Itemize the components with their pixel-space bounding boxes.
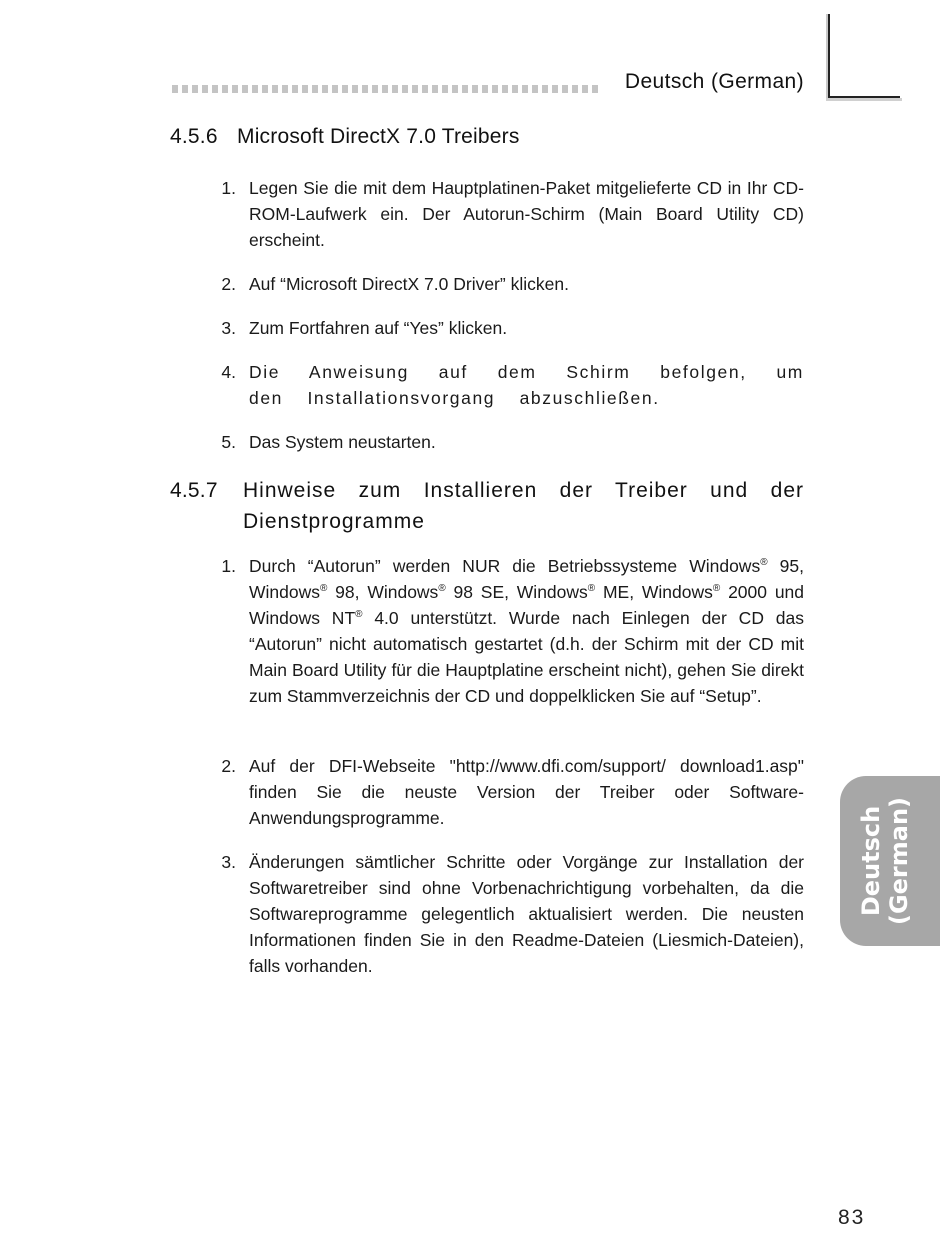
side-tab-line2: (German) bbox=[885, 796, 914, 926]
list-item bbox=[210, 359, 804, 411]
list-text: Die Anweisung auf dem Schirm befolgen, um den Installationsvorgang abzuschließen. bbox=[249, 362, 804, 408]
list-number: 1. bbox=[221, 556, 236, 576]
list-item bbox=[210, 849, 804, 979]
list-item bbox=[210, 271, 804, 297]
list-number: 1. bbox=[221, 178, 236, 198]
list-number: 2. bbox=[221, 274, 236, 294]
list-item bbox=[210, 553, 804, 709]
list-number: 2. bbox=[221, 756, 236, 776]
crop-mark-horizontal-shadow bbox=[826, 98, 902, 101]
list-text: Auf der DFI-Webseite "http://www.dfi.com/support/ download1.asp" finden Sie die neuste Version der Treiber oder Software-Anwendungsprogramme. bbox=[249, 756, 804, 828]
section-title: Microsoft DirectX 7.0 Treibers bbox=[237, 125, 520, 148]
section-heading-4-5-7 bbox=[170, 475, 804, 537]
registered-mark: ® bbox=[320, 583, 328, 594]
list-text: Das System neustarten. bbox=[249, 432, 436, 452]
list-text bbox=[249, 553, 804, 709]
registered-mark: ® bbox=[587, 583, 596, 594]
list-item bbox=[210, 753, 804, 831]
list-item bbox=[210, 315, 804, 341]
text-run: ME, Windows bbox=[595, 582, 713, 602]
text-run: 4.0 unterstützt. Wurde nach Einlegen der CD das “Autorun” nicht automatisch gestartet (d.h. der Schirm mit der CD mit Main Board Utility für die Hauptplatine erscheint nicht), gehen Sie direkt zum Stammverzeichnis der CD und doppelklicken Sie auf “Setup”. bbox=[249, 608, 804, 706]
list-text: Änderungen sämtlicher Schritte oder Vorgänge zur Installation der Softwaretreiber sind ohne Vorbenachrichtigung vorbehalten, da die Softwareprogramme gelegentlich aktualisiert werden. Die neusten Informationen finden Sie in den Readme-Dateien (Liesmich-Dateien), falls vorhanden. bbox=[249, 852, 804, 976]
list-text: Auf “Microsoft DirectX 7.0 Driver” klicken. bbox=[249, 274, 569, 294]
registered-mark: ® bbox=[760, 557, 768, 568]
list-number: 3. bbox=[221, 318, 236, 338]
text-run: 98, Windows bbox=[327, 582, 439, 602]
text-run: 98 SE, Windows bbox=[445, 582, 588, 602]
running-header-title: Deutsch (German) bbox=[624, 70, 804, 93]
crop-mark-horizontal bbox=[828, 96, 900, 98]
registered-mark: ® bbox=[438, 583, 446, 594]
registered-mark: ® bbox=[712, 583, 721, 594]
list-item bbox=[210, 175, 804, 253]
list-number: 5. bbox=[221, 432, 236, 452]
section-number: 4.5.6 bbox=[170, 125, 218, 148]
section-title: Hinweise zum Installieren der Treiber und der Dienstprogramme bbox=[243, 479, 804, 533]
language-side-tab-label bbox=[842, 776, 928, 946]
section-number: 4.5.7 bbox=[170, 479, 218, 502]
list-number: 4. bbox=[221, 362, 236, 382]
list-text: Legen Sie die mit dem Hauptplatinen-Paket mitgelieferte CD in Ihr CD-ROM-Laufwerk ein. Der Autorun-Schirm (Main Board Utility CD) erscheint. bbox=[249, 178, 804, 250]
page-number: 83 bbox=[838, 1206, 866, 1229]
side-tab-line1: Deutsch bbox=[857, 805, 886, 917]
text-run: Durch “Autorun” werden NUR die Betriebssysteme Windows bbox=[249, 556, 761, 576]
list-number: 3. bbox=[221, 852, 236, 872]
section-heading-4-5-6 bbox=[170, 125, 520, 149]
list-item bbox=[210, 429, 804, 455]
text-run: 95, Windows bbox=[249, 556, 804, 602]
list-text: Zum Fortfahren auf “Yes” klicken. bbox=[249, 318, 508, 338]
text-run: 2000 und Windows NT bbox=[249, 582, 805, 628]
header-dotted-rule bbox=[172, 85, 598, 93]
crop-mark-vertical bbox=[828, 14, 830, 98]
registered-mark: ® bbox=[355, 609, 363, 620]
